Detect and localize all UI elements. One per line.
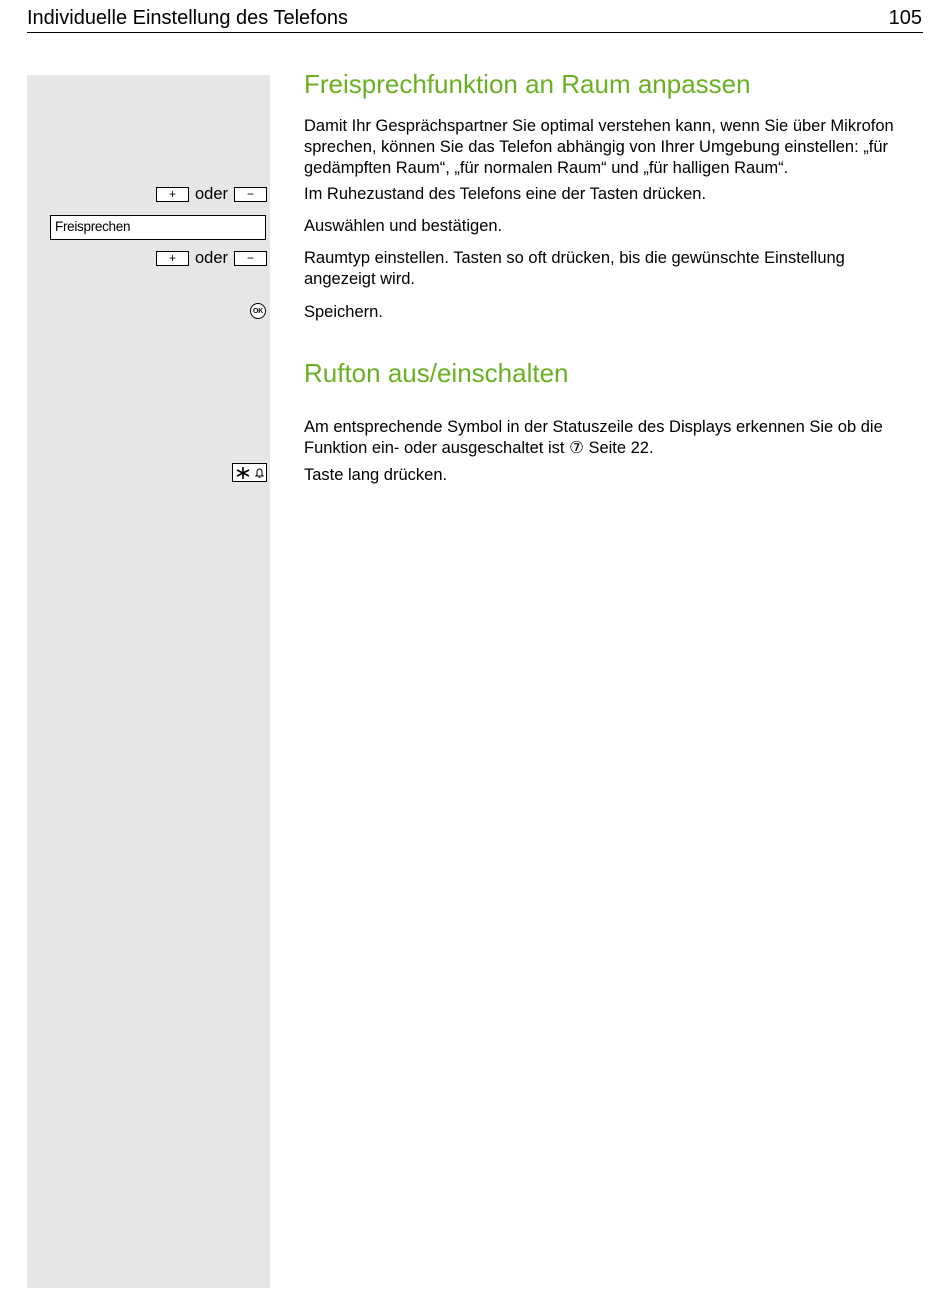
plus-key-icon: + xyxy=(156,251,189,266)
keyrow-plus-or-minus-1 xyxy=(156,184,267,204)
menu-item-freisprechen: Freisprechen xyxy=(50,215,266,240)
section-heading-handsfree: Freisprechfunktion an Raum anpassen xyxy=(304,69,751,99)
keyrow-plus-or-minus-2 xyxy=(156,248,267,268)
asterisk-icon xyxy=(235,466,251,480)
minus-key-icon: − xyxy=(234,251,267,266)
star-ringer-key-icon xyxy=(232,463,267,482)
minus-key-icon: − xyxy=(234,187,267,202)
header-divider xyxy=(27,32,923,33)
or-label: oder xyxy=(194,249,228,267)
page-number: 105 xyxy=(888,7,922,29)
section-intro-handsfree: Damit Ihr Gesprächspartner Sie optimal verstehen kann, wenn Sie über Mikrofon sprechen, können Sie das Telefon abhängig von Ihrer Umgebung einstellen: „für gedämpften Raum“, „für normalen Raum“ und „für halligen Raum“. xyxy=(304,117,894,177)
section-heading-ringer: Rufton aus/einschalten xyxy=(304,358,569,388)
step-select-confirm: Auswählen und bestätigen. xyxy=(304,217,503,235)
step-idle-press-key: Im Ruhezustand des Telefons eine der Tasten drücken. xyxy=(304,185,707,203)
step-save: Speichern. xyxy=(304,303,383,321)
or-label: oder xyxy=(194,185,228,203)
page-header-title: Individuelle Einstellung des Telefons xyxy=(27,7,348,29)
step-set-room-type: Raumtyp einstellen. Tasten so oft drücken, bis die gewünschte Einstellung angezeigt wird. xyxy=(304,249,845,288)
step-long-press: Taste lang drücken. xyxy=(304,466,448,484)
plus-key-icon: + xyxy=(156,187,189,202)
bell-icon xyxy=(255,468,264,478)
section-intro-ringer: Am entsprechende Symbol in der Statuszeile des Displays erkennen Sie ob die Funktion ein- oder ausgeschaltet ist ⑦ Seite 22. xyxy=(304,418,883,457)
ok-key-icon: OK xyxy=(250,303,266,319)
